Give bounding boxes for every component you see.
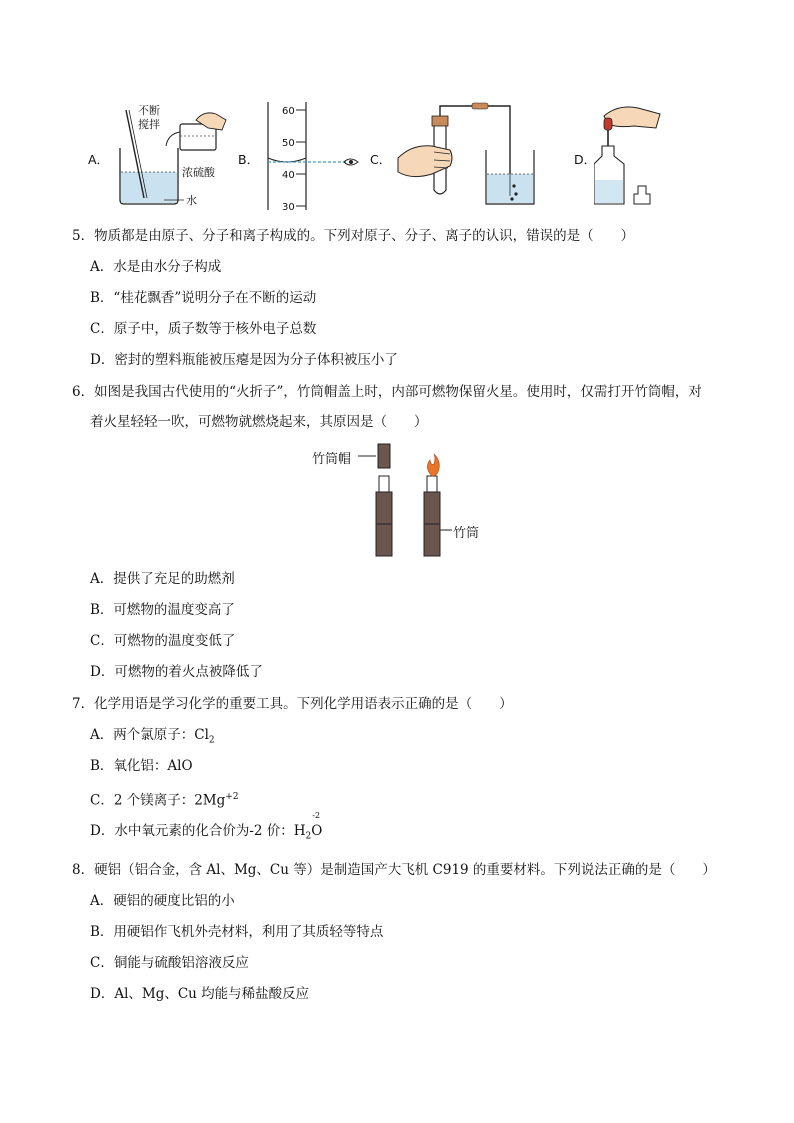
tick-label: 60: [282, 106, 295, 117]
option-d: [90, 811, 323, 846]
tube-label: 竹筒: [453, 526, 480, 541]
valence-mark: -2: [312, 811, 321, 820]
option-b: B．可燃物的温度变高了: [90, 602, 235, 618]
figure-c: [370, 100, 540, 215]
option-c: [90, 788, 239, 810]
formula-subscript: 2: [305, 831, 312, 842]
stir-label-line2: 搅拌: [138, 118, 160, 131]
fire-starter-drawing: [310, 440, 500, 560]
question-number: 8．: [72, 862, 95, 878]
question-number: 7．: [72, 696, 95, 712]
question-stem-line1: 如图是我国古代使用的“火折子”，竹筒帽盖上时，内部可燃物保留火星。使用时，仅需打开竹筒帽，对: [94, 384, 702, 400]
option-c-prefix: C．2 个镁离子：: [90, 792, 195, 809]
cap-label: 竹筒帽: [312, 452, 352, 467]
question-stem: 硬铝（铝合金，含 Al、Mg、Cu 等）是制造国产大飞机 C919 的重要材料。下列说法正确的是（ ）: [94, 862, 716, 878]
fire-starter-figure: [310, 440, 500, 560]
airtightness-check-diagram: [392, 100, 542, 212]
formula-o: O: [311, 823, 323, 839]
figure-a-letter: A．: [88, 152, 110, 167]
tick-label: 50: [282, 138, 295, 149]
formula-oxygen: [311, 811, 323, 840]
formula-base: 2Mg: [194, 792, 226, 809]
stir-label-line1: 不断: [138, 104, 160, 117]
water-label: 水: [186, 194, 197, 207]
question-7-stem: [72, 695, 513, 713]
formula-base: Cl: [194, 727, 209, 743]
option-d: D．Al、Mg、Cu 均能与稀盐酸反应: [90, 986, 310, 1002]
question-stem: 物质都是由原子、分子和离子构成的。下列对原子、分子、离子的认识，错误的是（ ）: [94, 228, 635, 244]
formula-superscript: +2: [225, 792, 239, 802]
dropper-diagram: [594, 100, 674, 212]
option-a: A．提供了充足的助燃剂: [90, 571, 235, 587]
option-a: A．硬铝的硬度比铝的小: [90, 893, 235, 909]
option-a: [90, 726, 215, 750]
option-a: A．水是由水分子构成: [90, 259, 222, 275]
question-6-stem: [72, 383, 702, 401]
option-b: B．用硬铝作飞机外壳材料，利用了其质轻等特点: [90, 924, 384, 940]
dilution-diagram: [108, 100, 238, 212]
figure-d-letter: D．: [574, 152, 597, 167]
tick-label: 30: [282, 202, 295, 212]
tick-label: 40: [282, 170, 295, 181]
option-b: B．氧化铝：AlO: [90, 758, 193, 774]
option-d-prefix: D．水中氧元素的化合价为-2 价：: [90, 823, 294, 839]
question-stem: 化学用语是学习化学的重要工具。下列化学用语表示正确的是（ ）: [94, 696, 513, 712]
question-6-stem-line2: 着火星轻轻一吹，可燃物就燃烧起来，其原因是（ ）: [90, 414, 428, 430]
formula-subscript: 2: [208, 735, 215, 746]
formula-h: H: [293, 823, 306, 839]
figure-b-letter: B．: [238, 152, 260, 167]
question-8-stem: [72, 861, 716, 879]
cylinder-reading-diagram: [262, 100, 362, 212]
figure-c-letter: C．: [370, 152, 392, 167]
option-c: C．可燃物的温度变低了: [90, 633, 236, 649]
question-number: 6．: [72, 384, 95, 400]
acid-label: 浓硫酸: [182, 166, 215, 179]
figure-d: [574, 100, 674, 215]
question-number: 5．: [72, 228, 95, 244]
top-figures: [88, 100, 668, 215]
question-5-stem: [72, 227, 634, 245]
figure-b: [238, 100, 368, 215]
figure-a: [88, 100, 238, 215]
option-d: D．密封的塑料瓶能被压瘪是因为分子体积被压小了: [90, 352, 398, 368]
option-c: C．原子中，质子数等于核外电子总数: [90, 321, 317, 337]
option-b: B．“桂花飘香”说明分子在不断的运动: [90, 290, 317, 306]
option-a-prefix: A．两个氯原子：: [90, 727, 195, 743]
option-d: D．可燃物的着火点被降低了: [90, 664, 263, 680]
option-c: C．铜能与硫酸铝溶液反应: [90, 955, 249, 971]
